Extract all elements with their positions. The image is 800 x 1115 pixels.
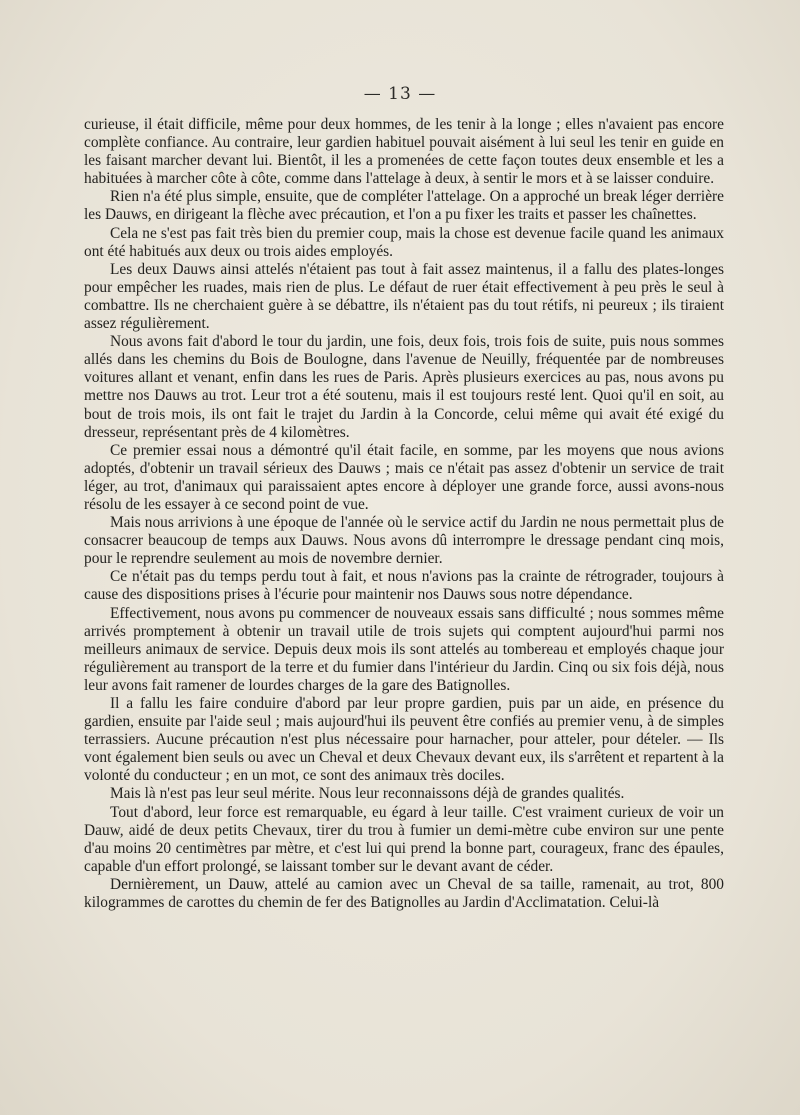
paragraph: Effectivement, nous avons pu commencer de nouveaux essais sans difficulté ; nous sommes même arrivés promptement à obtenir un travail utile de trois sujets qui comptent aujourd'hui parmi nos meilleurs animaux de service. Depuis deux mois ils sont attelés au tombereau et employés chaque jour régulièrement au transport de la terre et du fumier dans l'intérieur du Jardin. Cinq ou six fois déjà, nous leur avons fait ramener de lourdes charges de la gare des Batignolles. — [84, 604, 724, 694]
paragraph: Mais nous arrivions à une époque de l'année où le service actif du Jardin ne nous permettait plus de consacrer beaucoup de temps aux Dauws. Nous avons dû interrompre le dressage pendant cinq mois, pour le reprendre seulement au mois de novembre dernier. — [84, 514, 724, 568]
paragraph: Ce n'était pas du temps perdu tout à fait, et nous n'avions pas la crainte de rétrograder, toujours à cause des dispositions prises à l'écurie pour maintenir nos Dauws sous notre dépendance. — [84, 568, 724, 604]
paragraph: Tout d'abord, leur force est remarquable, eu égard à leur taille. C'est vraiment curieux de voir un Dauw, aidé de deux petits Chevaux, tirer du trou à fumier un demi-mètre cube environ sur une pente d'au moins 20 centimètres par mètre, et c'est lui qui prend la bonne part, courageux, franc des épaules, capable d'un effort prolongé, se laissant tomber sur le devant avant de céder. — [84, 803, 724, 875]
body-text — [84, 116, 724, 912]
paragraph: Ce premier essai nous a démontré qu'il était facile, en somme, par les moyens que nous avions adoptés, d'obtenir un travail sérieux des Dauws ; mais ce n'était pas assez d'obtenir un service de trait léger, au trot, d'animaux qui paraissaient aptes encore à déployer une grande force, aussi avons-nous résolu de les essayer à ce second point de vue. — [84, 441, 724, 513]
paragraph: Il a fallu les faire conduire d'abord par leur propre gardien, puis par un aide, en présence du gardien, ensuite par l'aide seul ; mais aujourd'hui ils peuvent être confiés au premier venu, à de simples terrassiers. Aucune précaution n'est plus nécessaire pour harnacher, pour atteler, pour dételer. — Ils vont également bien seuls ou avec un Cheval et deux Chevaux devant eux, ils s'arrêtent et repartent à la volonté du conducteur ; en un mot, ce sont des animaux très dociles. — [84, 695, 724, 785]
paragraph: curieuse, il était difficile, même pour deux hommes, de les tenir à la longe ; elles n'avaient pas encore complète confiance. Au contraire, leur gardien habituel pouvait aisément à lui seul les tenir en guide en les faisant marcher devant lui. Bientôt, il les a promenées de cette façon toutes deux ensemble et les a habituées à marcher côte à côte, comme dans l'attelage à deux, à sentir le mors et à se laisser conduire. — [84, 116, 724, 188]
page-number: — 13 — — [363, 84, 437, 104]
paragraph: Rien n'a été plus simple, ensuite, que de compléter l'attelage. On a approché un break léger derrière les Dauws, en dirigeant la flèche avec précaution, et l'on a pu fixer les traits et passer les chaînettes. — [84, 188, 724, 224]
paragraph: Les deux Dauws ainsi attelés n'étaient pas tout à fait assez maintenus, il a fallu des plates-longes pour empêcher les ruades, mais rien de plus. Le défaut de ruer était effectivement à peu près le seul à combattre. Ils ne cherchaient guère à se débattre, ils n'étaient pas du tout rétifs, ni peureux ; ils tiraient assez régulièrement. — [84, 260, 724, 333]
paragraph: Nous avons fait d'abord le tour du jardin, une fois, deux fois, trois fois de suite, puis nous sommes allés dans les chemins du Bois de Boulogne, dans l'avenue de Neuilly, fréquentée par de nombreuses voitures allant et venant, enfin dans les rues de Paris. Après plusieurs exercices au pas, nous avons pu mettre nos Dauws au trot. Leur trot a été soutenu, mais il est toujours resté lent. Quoi qu'il en soit, au bout de trois mois, ils ont fait le trajet du Jardin à la Concorde, celui même qui avait été exigé du dresseur, représentant près de 4 kilomètres. — [84, 333, 724, 441]
paragraph: Cela ne s'est pas fait très bien du premier coup, mais la chose est devenue facile quand les animaux ont été habitués aux deux ou trois aides employés. — [84, 224, 724, 260]
paragraph: Mais là n'est pas leur seul mérite. Nous leur reconnaissons déjà de grandes qualités. — [110, 785, 625, 803]
paragraph: Dernièrement, un Dauw, attelé au camion avec un Cheval de sa taille, ramenait, au trot, 800 kilogrammes de carottes du chemin de fer des Batignolles au Jardin d'Acclimatation. Celui-là — [84, 875, 724, 912]
